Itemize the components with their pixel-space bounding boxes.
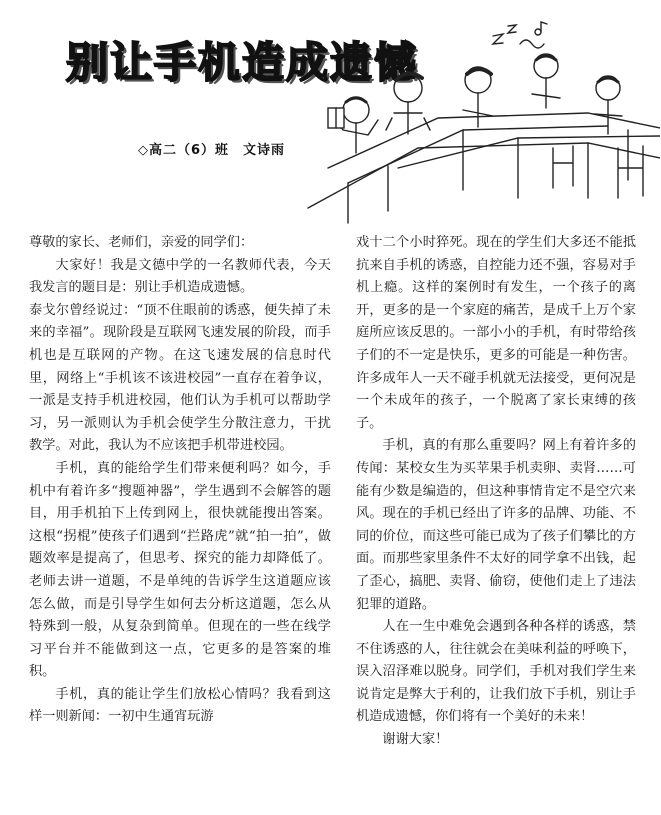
classroom-sketch-icon: [288, 18, 660, 228]
article-header: [0, 0, 661, 225]
article-title: 别让手机造成遗憾: [66, 38, 419, 87]
paragraph: 戏十二个小时猝死。现在的学生们大多还不能抵抗来自手机的诱惑，自控能力还不强，容易对手机上瘾。这样的案例时有发生，一个孩子的离开，更多的是一个家庭的痛苦，是成千上万个家庭所应该反思的。一部小小的手机，有时带给孩子们的不一定是快乐，更多的可能是一种伤害。许多成年人一天不碰手机就无法接受，更何况是一个未成年的孩子，一个脱离了家长束缚的孩子。: [356, 235, 636, 431]
paragraph: 大家好！我是文德中学的一名教师代表，今天我发言的题目是：别让手机造成遗憾。: [29, 257, 331, 296]
byline-class: ◇高二（6）班: [138, 143, 230, 158]
paragraph: 泰戈尔曾经说过：“顶不住眼前的诱惑，便失掉了未来的幸福”。现阶段是互联网飞速发展的阶段，而手机也是互联网的产物。在这飞速发展的信息时代里，网络上“手机该不该进校园”一直存在着争议，一派是支持手机进校园，他们认为手机可以帮助学习，另一派则认为手机会使学生分散注意力，干扰教学。对此，我认为不应该把手机带进校园。: [29, 302, 331, 454]
article-column-right: [356, 232, 636, 792]
article-column-left: [29, 232, 331, 792]
closing-line: 谢谢大家！: [382, 732, 449, 748]
byline: [138, 139, 285, 158]
paragraph: 手机，真的能让学生们放松心情吗？我看到这样一则新闻：一初中生通宵玩游: [29, 686, 331, 725]
paragraph: 人在一生中难免会遇到各种各样的诱惑，禁不住诱惑的人，往往就会在美味利益的呼唤下，误入沼泽难以脱身。同学们，手机对我们学生来说肯定是弊大于利的，让我们放下手机，别让手机造成遗憾，你们将有一个美好的未来！: [356, 619, 636, 725]
byline-author: 文诗雨: [243, 143, 286, 158]
salutation: 尊敬的家长、老师们，亲爱的同学们：: [29, 235, 254, 250]
paragraph: 手机，真的能给学生们带来便利吗？如今，手机中有着许多“搜题神器”，学生遇到不会解答的题目，用手机拍下上传到网上，很快就能搜出答案。这根“拐棍”使孩子们遇到“拦路虎”就“拍一拍”，做题效率是提高了，但思考、探究的能力却降低了。老师去讲一道题，不是单纯的告诉学生这道题应该怎么做，而是引导学生如何去分析这道题，怎么从特殊到一般，从复杂到简单。但现在的一些在线学习平台并不能做到这一点，它更多的是答案的堆积。: [29, 460, 331, 680]
paragraph: 手机，真的有那么重要吗？网上有着许多的传闻：某校女生为买苹果手机卖卵、卖肾……可能有少数是编造的，但这种事情肯定不是空穴来风。现在的手机已经出了许多的品牌、功能、不同的价位，而这些可能已成为了孩子们攀比的方面。而那些家里条件不太好的同学拿不出钱，起了歪心，搞肥、卖肾、偷窃，使他们走上了违法犯罪的道路。: [356, 438, 636, 612]
